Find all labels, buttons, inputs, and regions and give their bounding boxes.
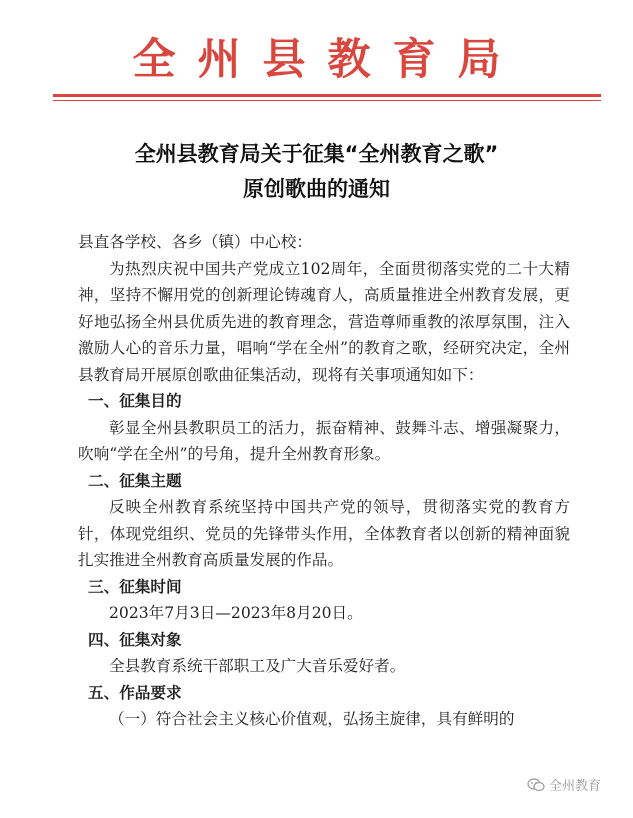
document-body — [78, 229, 570, 733]
section-heading-audience: 四、征集对象 — [88, 630, 182, 649]
section-text-audience: 全县教育系统干部职工及广大音乐爱好者。 — [109, 657, 406, 675]
letterhead-rule-thick — [53, 94, 601, 97]
section-text-time: 2023年7月3日—2023年8月20日。 — [109, 604, 363, 622]
document-title-line-1: 全州县教育局关于征集“全州教育之歌” — [134, 142, 499, 166]
section-text-theme: 反映全州教育系统坚持中国共产党的领导，贯彻落实党的教育方针，体现党组织、党员的先锋带头作用，全体教育者以创新的精神面貌扎实推进全州教育高质量发展的作品。 — [78, 498, 570, 569]
letterhead: 全州县教育局 — [132, 35, 523, 85]
section-heading-requirements: 五、作品要求 — [88, 683, 182, 702]
section-text-requirements: （一）符合社会主义核心价值观，弘扬主旋律，具有鲜明的 — [109, 710, 515, 728]
wechat-icon — [527, 778, 545, 792]
watermark-text: 全州教育 — [549, 779, 602, 794]
section-text-purpose: 彰显全州县教职员工的活力，振奋精神、鼓舞斗志、增强凝聚力，吹响“学在全州”的号角，提升全州教育形象。 — [78, 418, 570, 463]
section-heading-purpose: 一、征集目的 — [88, 392, 182, 410]
letterhead-rule-thin — [53, 100, 601, 101]
salutation: 县直各学校、各乡（镇）中心校： — [78, 233, 312, 251]
watermark — [527, 775, 601, 794]
intro-paragraph: 为热烈庆祝中国共产党成立102周年，全面贯彻落实党的二十大精神，坚持不懈用党的创新理论铸魂育人，高质量推进全州教育发展，更好地弘扬全州县优质先进的教育理念，营造尊师重教的浓厚氛围，注入激励人心的音乐力量，唱响“学在全州”的教育之歌，经研究决定，全州县教育局开展原创歌曲征集活动，现将有关事项通知如下： — [78, 259, 570, 384]
section-heading-time: 三、征集时间 — [88, 577, 182, 596]
section-heading-theme: 二、征集主题 — [88, 471, 182, 490]
document-title-line-2: 原创歌曲的通知 — [243, 177, 390, 201]
